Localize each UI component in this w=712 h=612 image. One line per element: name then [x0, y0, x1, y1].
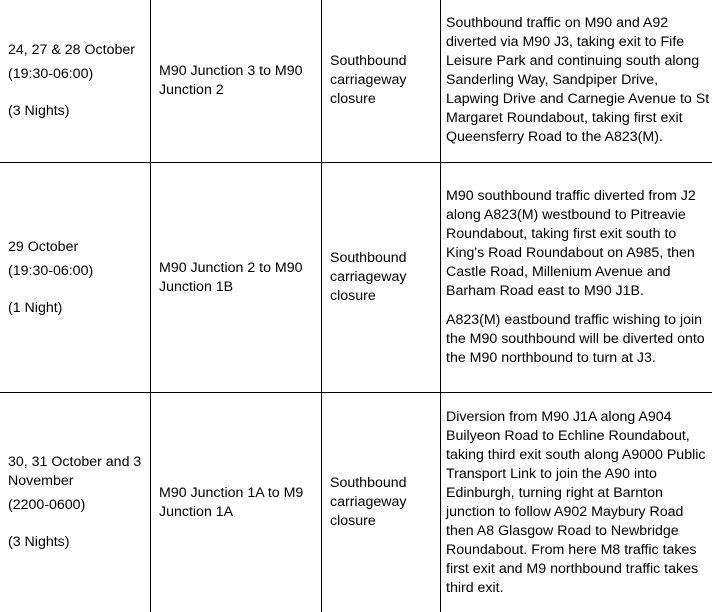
- dates-text: 24, 27 & 28 October: [8, 41, 146, 60]
- location-text: M90 Junction 1A to M9 Junction 1A: [159, 484, 317, 522]
- location-text: M90 Junction 3 to M90 Junction 2: [159, 62, 317, 100]
- nights-text: (3 Nights): [8, 533, 146, 552]
- closure-text: Southbound carriageway closure: [330, 249, 436, 306]
- diversion-text: M90 southbound traffic diverted from J2 along A823(M) westbound to Pitreavie Roundabout, taking first exit south to King's Road Roundabout on A985, then Castle Road, Millenium Avenue and Barham Road east to M90 J1B.: [446, 187, 710, 301]
- time-text: (19:30-06:00): [8, 65, 146, 84]
- location-cell: [151, 393, 322, 612]
- closure-cell: [322, 163, 441, 393]
- time-text: (2200-0600): [8, 496, 146, 515]
- diversion-cell: [441, 393, 712, 612]
- dates-text: 29 October: [8, 238, 146, 257]
- diversion-text: A823(M) eastbound traffic wishing to join the M90 southbound will be diverted onto the M90 northbound to turn at J3.: [446, 311, 710, 368]
- location-text: M90 Junction 2 to M90 Junction 1B: [159, 259, 317, 297]
- diversion-cell: [441, 0, 712, 163]
- dates-cell: [0, 163, 151, 393]
- dates-cell: [0, 0, 151, 163]
- table-row: [0, 393, 712, 612]
- table-row: [0, 0, 712, 163]
- location-cell: [151, 0, 322, 163]
- nights-text: (1 Night): [8, 299, 146, 318]
- nights-text: (3 Nights): [8, 102, 146, 121]
- diversion-cell: [441, 163, 712, 393]
- diversion-text: Diversion from M90 J1A along A904 Builyeon Road to Echline Roundabout, taking third exit south along A9000 Public Transport Link to join the A90 into Edinburgh, turning right at Barnton junction to follow A902 Maybury Road then A8 Glasgow Road to Newbridge Roundabout. From here M8 traffic takes first exit and M9 northbound traffic takes third exit.: [446, 408, 710, 598]
- location-cell: [151, 163, 322, 393]
- closure-text: Southbound carriageway closure: [330, 474, 436, 531]
- table-row: [0, 163, 712, 393]
- closure-text: Southbound carriageway closure: [330, 52, 436, 109]
- closure-cell: [322, 0, 441, 163]
- dates-cell: [0, 393, 151, 612]
- dates-text: 30, 31 October and 3 November: [8, 453, 146, 491]
- time-text: (19:30-06:00): [8, 262, 146, 281]
- diversion-text: Southbound traffic on M90 and A92 diverted via M90 J3, taking exit to Fife Leisure Park and continuing south along Sanderling Way, Sandpiper Drive, Lapwing Drive and Carnegie Avenue to St Margaret Roundabout, taking first exit Queensferry Road to the A823(M).: [446, 14, 710, 147]
- closure-cell: [322, 393, 441, 612]
